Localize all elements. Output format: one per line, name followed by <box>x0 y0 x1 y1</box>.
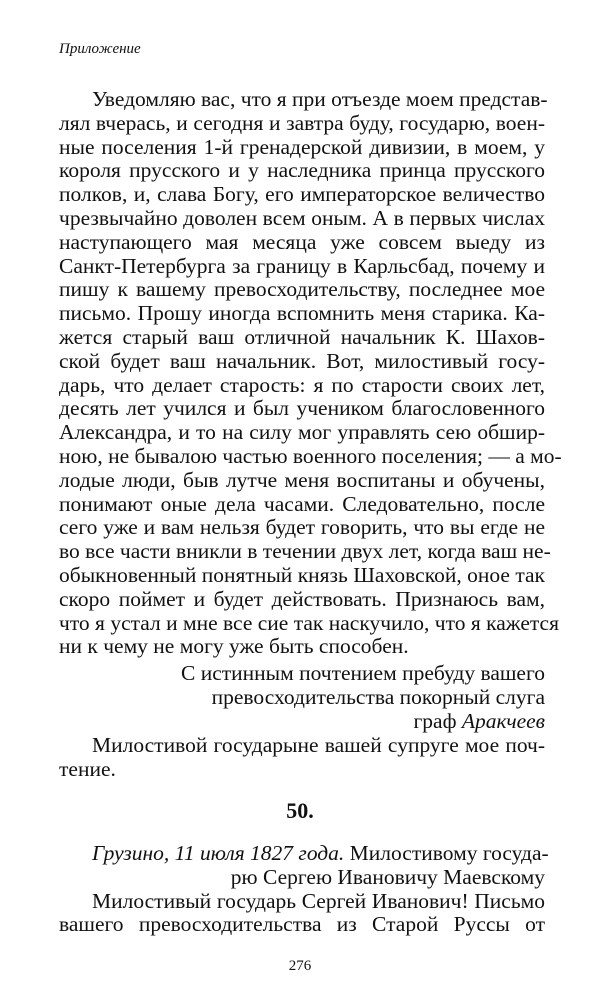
page-number: 276 <box>288 958 312 974</box>
signature <box>59 709 545 733</box>
text-line: Уведомляю вас, что я при отъезде моем представ- <box>92 87 548 111</box>
text-line: жется старый ваш отличной начальник К. Шахов- <box>59 324 545 349</box>
running-header: Приложение <box>59 41 141 57</box>
closing-line: превосходительства покорный слуга <box>211 685 545 709</box>
text-line: что я устал и мне все сие так наскучило, что я кажется <box>59 610 559 635</box>
letter-body <box>59 87 562 659</box>
text-line: Санкт-Петербурга за границу в Карльсбад, почему и <box>59 253 545 278</box>
text-line: вашего превосходительства из Старой Руссы от <box>59 912 545 937</box>
addressee: Милостивому госуда- <box>344 841 549 865</box>
text-line: ни к чему не могу уже быть способен. <box>59 634 409 659</box>
text-line: Александра, и то на силу мог управлять сею обшир- <box>59 420 545 445</box>
text-line: чрезвычайно доволен всем оным. А в первых числах <box>59 205 545 230</box>
document-heading-line <box>59 841 549 866</box>
text-line: полков, и, слава Богу, его императорское величество <box>59 182 545 207</box>
text-line: пишу к вашему превосходительству, последнее мое <box>59 277 545 302</box>
place-date: Грузино, 11 июля 1827 года. <box>92 841 345 865</box>
text-line: лял вчерась, и сегодня и завтра буду, государю, воен- <box>59 110 545 135</box>
closing-line: С истинным почтением пребуду вашего <box>180 661 545 685</box>
text-line: скоро поймет и будет действовать. Признаюсь вам, <box>59 586 545 611</box>
text-line: лодые люди, быв лутче меня воспитаны и обучены, <box>59 467 545 492</box>
text-line: обыкновенный понятный князь Шаховской, оное так <box>59 562 545 587</box>
text-line: сего уже и вам нельзя будет говорить, что вы егде не <box>59 515 545 540</box>
text-line: наступающего мая месяца уже совсем выеду из <box>59 229 545 254</box>
text-line: ской будет ваш начальник. Вот, милостивый госу- <box>59 348 545 373</box>
text-line: десять лет учился и был учеником благословенного <box>59 396 545 421</box>
text-line: ные поселения 1-й гренадерской дивизии, в моем, у <box>59 134 545 159</box>
letter-closing <box>59 661 545 733</box>
next-document <box>59 841 549 937</box>
text-line: письмо. Прошу иногда вспомнить меня старика. Ка- <box>59 301 545 326</box>
postscript-line: Милостивой государыне вашей супруге мое поч- <box>92 733 545 757</box>
text-line: ною, не бывалою частью военного поселения; — а мо- <box>59 443 562 468</box>
document-number: 50. <box>286 798 314 823</box>
text-line: во все части вникли в течении двух лет, когда ваш не- <box>59 539 551 564</box>
signature-name: Аракчеев <box>461 709 545 733</box>
addressee-line: рю Сергею Ивановичу Маевскому <box>230 864 545 889</box>
postscript-line: тение. <box>59 756 116 781</box>
postscript <box>59 734 545 782</box>
text-line: Милостивый государь Сергей Иванович! Письмо <box>92 888 545 913</box>
text-line: короля прусского и у наследника принца прусского <box>59 158 545 183</box>
signature-title: граф <box>413 709 462 733</box>
text-line: дарь, что делает старость: я по старости своих лет, <box>59 372 545 397</box>
text-line: понимают оные дела часами. Следовательно, после <box>59 491 545 516</box>
